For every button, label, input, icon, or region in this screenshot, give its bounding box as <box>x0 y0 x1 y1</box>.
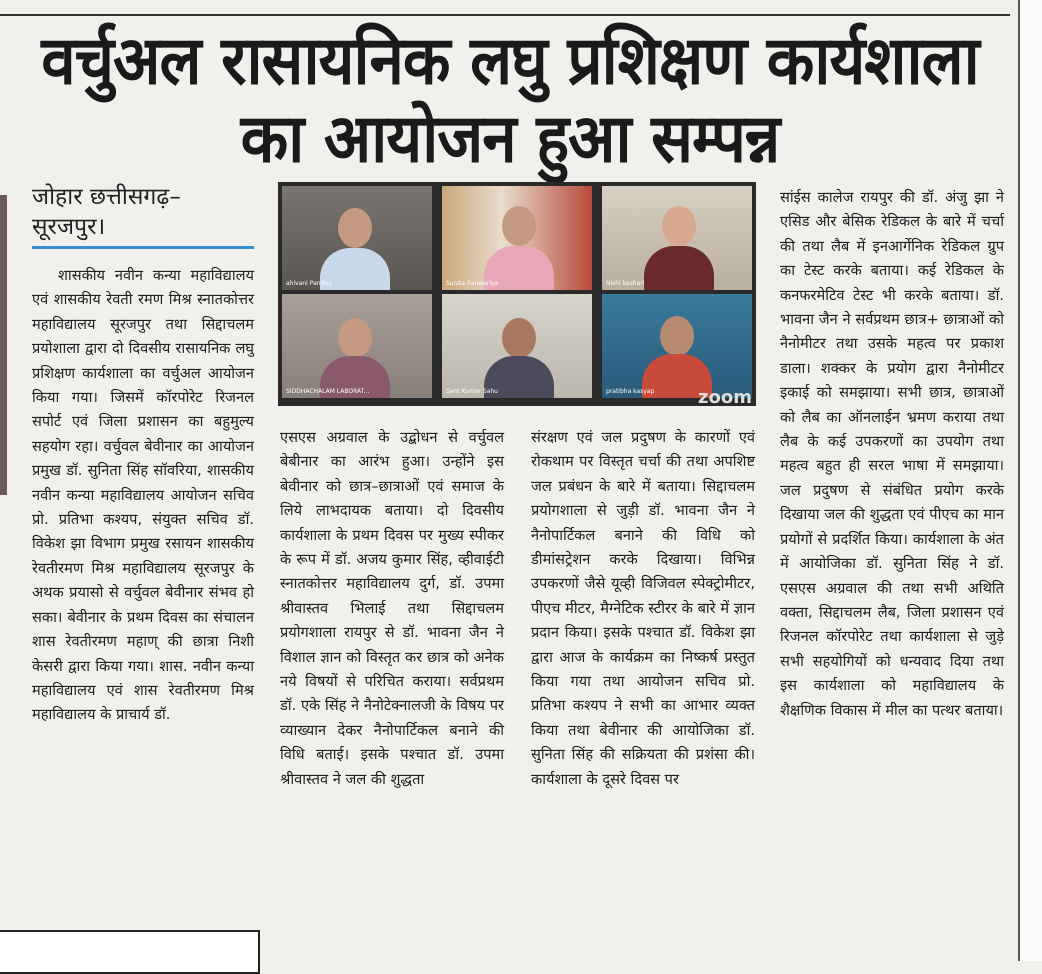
column-4-text: सांईस कालेज रायपुर की डॉ. अंजु झा ने एसिड और बेसिक रेडिकल के बारे में चर्चा की तथा लैब में इनआर्गेनिक रेडिकल ग्रुप का टेस्ट करके बताया। कई रेडिकल के कनफरमेटिव टेस्ट भी करके बताया। डॉ. भावना जैन ने सर्वप्रथम छात्र+ छात्राओं को नैनोमीटर तथा उसके महत्व पर प्रकाश डाला। शक्कर के प्रयोग द्वारा नैनोमीटर इकाई को समझाया। सभी छात्र, छात्राओं को लैब का ऑनलाईन भ्रमण कराया तथा लैब के कई उपकरणों का उपयोग तथा महत्व बहुत ही सरल भाषा में समझाया। जल प्रदुषण से संबंधित प्रयोग करके दिखाया जल की शुद्धता एवं पीएच का मान प्रयोगों से प्रदर्शित किया। कार्यशाला के अंत में आयोजिका डॉ. सुनिता सिंह ने डॉ. एसएस अग्रवाल की तथा सभी अथिति वक्ता, सिद्दाचलम लैब, जिला प्रशासन एवं रिजनल कॉरपोरेट तथा कार्यशाला से जुड़े सभी सहयोगियों को धन्यवाद दिया तथा इस कार्यशाला को महाविद्यालय के शैक्षणिक विकास में मील का पत्थर बताया। <box>780 189 1004 719</box>
next-article-box-edge <box>0 930 260 974</box>
participant-tile <box>442 294 592 398</box>
next-article-headline-edge <box>280 934 1000 964</box>
headline <box>20 22 1000 178</box>
zoom-meeting-photo <box>278 182 756 406</box>
zoom-watermark: zoom <box>698 387 752 408</box>
column-1-text: शासकीय नवीन कन्या महाविद्यालय एवं शासकीय रेवती रमण मिश्र स्नातकोत्तर महाविद्यालय सूरजपुर तथा सिद्दाचलम प्रयोशाला द्वारा दो दिवसीय रासायनिक लघु प्रशिक्षण कार्यशाला का वर्चुअल आयोजन किया गया। जिसमें कॉरपोरेट रिजनल सपोर्ट एवं जिला प्रशासन का बहुमुल्य सहयोग रहा। वर्चुवल बेवीनार का आयोजन प्रमुख डॉ. सुनिता सिंह सॉवरिया, शासकीय नवीन कन्या महाविद्यालय आयोजन सचिव प्रो. प्रतिभा कश्यप, संयुक्त सचिव डॉ. विकेश झा विभाग प्रमुख रसायन शासकीय रेवतीरमण मिश्र महाविद्यालय सूरजपुर के अथक प्रयासो से वर्चुवल बेवीनार संभव हो सका। बेवीनार के प्रथम दिवस का संचालन शास रेवतीरमण महाण् की छात्रा निशी केसरी द्वारा किया गया। शास. नवीन कन्या महाविद्यालय एवं शास रेवतीरमण मिश्र महाविद्यालय के प्राचार्य डॉ. <box>32 267 254 724</box>
article-column-3 <box>531 426 755 792</box>
column-2-text: एसएस अग्रवाल के उद्बोधन से वर्चुवल बेबीनार का आरंभ हुआ। उन्होंने इस बेवीनार को छात्र–छात्राओं एवं समाज के लिये लाभदायक बताया। दो दिवसीय कार्यशाला के प्रथम दिवस पर मुख्य स्पीकर के रूप में डॉ. अजय कुमार सिंह, व्हीवाईटी स्नातकोत्तर महाविद्यालय दुर्ग, डॉ. उपमा श्रीवास्तव भिलाई तथा सिद्दाचलम प्रयोगशाला रायपुर से डॉ. भावना जैन ने विशाल ज्ञान को विस्तृत कर छात्र को अनेक नये विषयों से परिचित कराया। सर्वप्रथम डॉ. एके सिंह ने नैनोटेक्नालजी के विषय पर व्याख्यान देकर नैनोपार्टिकल बनाने की विधि बताई। इसके पश्चात डॉ. उपमा श्रीवास्तव ने जल की शुद्धता <box>280 429 504 788</box>
participant-name: Nishi kesharl <box>606 280 645 287</box>
participant-tile <box>602 186 752 290</box>
participant-tile <box>602 294 752 398</box>
participant-tile <box>282 294 432 398</box>
column-3-text: संरक्षण एवं जल प्रदुषण के कारणों एवं रोकथाम पर विस्तृत चर्चा की तथा अपशिष्ट जल प्रबंधन के बारे में बताया। सिद्दाचलम प्रयोगशाला से जुड़ी डॉ. भावना जैन ने नैनोपार्टिकल बनाने की विधि को डीमांसट्रेशन करके दिखाया। विभिन्न उपकरणों जैसे यूव्ही विजिवल स्पेक्ट्रोमीटर, पीएच मीटर, मैग्नेटिक स्टीरर के बारे में ज्ञान प्रदान किया। इसके पश्चात डॉ. विकेश झा द्वारा आज के कार्यक्रम का निष्कर्ष प्रस्तुत किया गया तथा आयोजन सचिव प्रो. प्रतिभा कश्यप ने सभी का आभार व्यक्त किया तथा बेवीनार की आयोजिका डॉ. सुनिता सिंह की सक्रियता की प्रशंसा की। कार्यशाला के दूसरे दिवस पर <box>531 429 755 788</box>
participant-tile <box>442 186 592 290</box>
dateline: जोहार छत्तीसगढ़–सूरजपुर। <box>32 184 181 240</box>
participant-name: pratibha kasyap <box>606 388 655 395</box>
participant-tile <box>282 186 432 290</box>
participant-name: ahivani Pandey <box>286 280 332 287</box>
adjacent-page-edge <box>1018 0 1042 961</box>
top-rule <box>0 14 1010 16</box>
headline-line2: का आयोजन हुआ सम्पन्न <box>240 98 780 178</box>
participant-name: SIDDHACHALAM LABORAT... <box>286 388 370 395</box>
dateline-rule <box>32 246 254 249</box>
participant-name: Sunita Sanwariya <box>446 280 499 287</box>
headline-line1: वर्चुअल रासायनिक लघु प्रशिक्षण कार्यशाला <box>41 20 979 100</box>
article-column-1 <box>32 264 254 728</box>
article-column-4 <box>780 186 1004 723</box>
participant-name: Sant Kumar Sahu <box>446 388 498 395</box>
adjacent-photo-edge <box>0 195 7 495</box>
article-column-2 <box>280 426 504 792</box>
